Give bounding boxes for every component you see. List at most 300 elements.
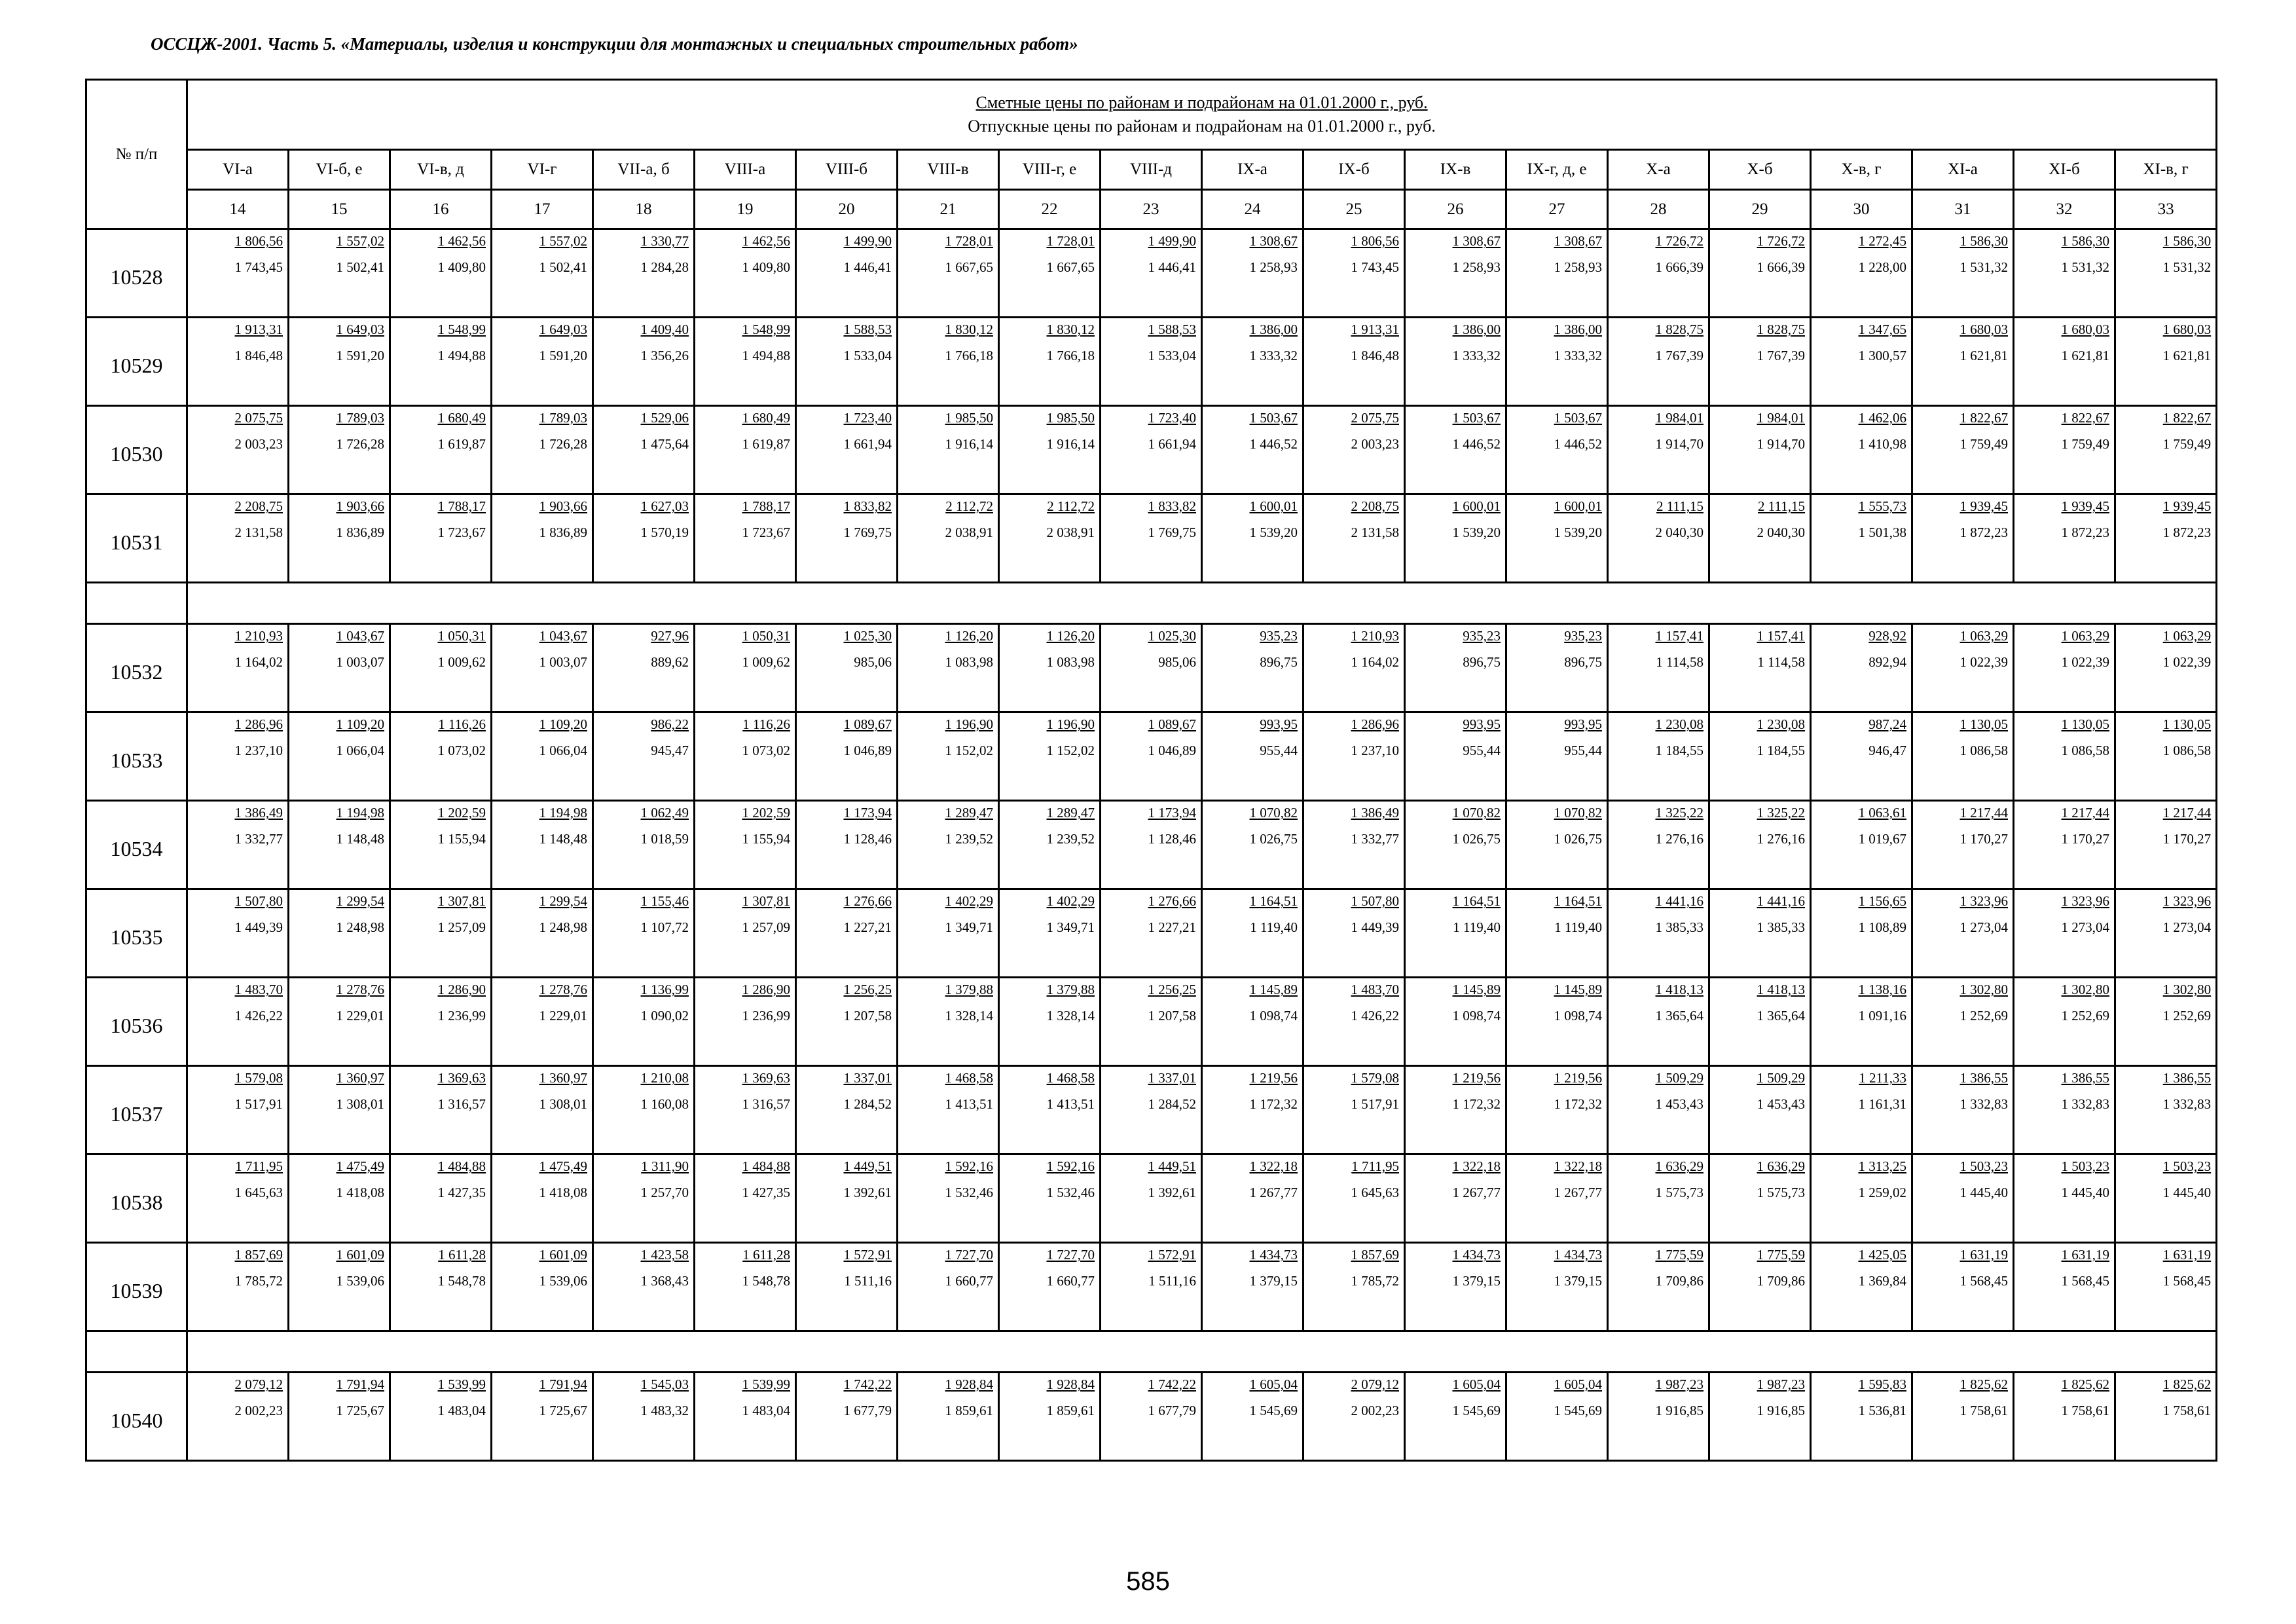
- estimated-price: 1 475,49: [336, 1158, 384, 1174]
- estimated-price: 1 928,84: [945, 1376, 993, 1392]
- estimated-price: 1 164,51: [1452, 893, 1501, 909]
- estimated-price: 1 928,84: [1046, 1376, 1095, 1392]
- price-cell: [796, 801, 898, 889]
- release-price: 1 098,74: [1249, 1008, 1298, 1024]
- estimated-price: 1 723,40: [1148, 410, 1196, 426]
- release-price: 1 758,61: [2061, 1403, 2109, 1418]
- table-row: [86, 229, 2217, 318]
- release-price: 1 494,88: [437, 348, 486, 363]
- release-price: 1 086,58: [2061, 743, 2109, 758]
- release-price: 1 453,43: [1655, 1096, 1704, 1112]
- release-price: 1 446,41: [843, 259, 892, 275]
- estimated-price: 1 649,03: [539, 322, 587, 337]
- estimated-price: 1 360,97: [539, 1070, 587, 1086]
- release-price: 1 284,28: [640, 259, 689, 275]
- price-cell: [1709, 1373, 1811, 1461]
- release-price: 1 916,14: [945, 436, 993, 452]
- estimated-price: 1 323,96: [2061, 893, 2109, 909]
- release-price: 2 002,23: [1351, 1403, 1399, 1418]
- region-header-row: [86, 150, 2217, 190]
- release-price: 1 114,58: [1656, 654, 1704, 670]
- release-price: 1 276,16: [1655, 831, 1704, 847]
- estimated-price: 1 155,46: [640, 893, 689, 909]
- release-price: 1 667,65: [945, 259, 993, 275]
- release-price: 1 517,91: [234, 1096, 283, 1112]
- estimated-price: 1 063,29: [1959, 628, 2008, 644]
- release-price: 1 308,01: [539, 1096, 587, 1112]
- price-cell: [2115, 1066, 2217, 1154]
- estimated-price: 1 939,45: [2162, 498, 2212, 514]
- release-price: 1 539,06: [336, 1273, 384, 1289]
- price-cell: [1405, 406, 1506, 494]
- estimated-price: 2 208,75: [234, 498, 283, 514]
- release-price: 955,44: [1463, 743, 1501, 758]
- price-cell: [1709, 1154, 1811, 1243]
- release-price: 1 328,14: [1046, 1008, 1095, 1024]
- price-cell: [1811, 406, 1912, 494]
- price-cell: [1811, 318, 1912, 406]
- estimated-price: 1 130,05: [2162, 716, 2212, 732]
- release-price: 2 038,91: [1046, 525, 1095, 540]
- release-price: 2 040,30: [1655, 525, 1704, 540]
- release-price: 1 449,39: [234, 919, 283, 935]
- price-cell: [289, 1373, 390, 1461]
- price-cell: [898, 889, 999, 978]
- release-price: 1 726,28: [539, 436, 587, 452]
- price-cell: [187, 494, 289, 583]
- price-cell: [1608, 494, 1709, 583]
- estimated-price: 1 462,56: [437, 233, 486, 249]
- estimated-price: 1 322,18: [1554, 1158, 1602, 1174]
- estimated-price: 1 369,63: [742, 1070, 790, 1086]
- estimated-price: 1 441,16: [1757, 893, 1805, 909]
- release-price: 1 086,58: [1959, 743, 2008, 758]
- release-price: 1 872,23: [2162, 525, 2212, 540]
- estimated-price: 927,96: [651, 628, 689, 644]
- price-cell: [1506, 801, 1608, 889]
- price-cell: [289, 712, 390, 801]
- price-cell: [2014, 712, 2115, 801]
- price-cell: [1101, 624, 1202, 712]
- release-price: 1 916,85: [1655, 1403, 1704, 1418]
- release-price: 1 003,07: [539, 654, 587, 670]
- estimated-price: 1 503,23: [2162, 1158, 2212, 1174]
- price-cell: [2014, 1243, 2115, 1331]
- region-header: IX-г, д, е: [1506, 150, 1608, 190]
- release-price: 1 545,69: [1249, 1403, 1298, 1418]
- price-cell: [695, 1066, 796, 1154]
- release-price: 1 677,79: [1148, 1403, 1196, 1418]
- estimated-price: 1 402,29: [1046, 893, 1095, 909]
- estimated-price: 1 230,08: [1757, 716, 1805, 732]
- estimated-price: 1 210,08: [640, 1070, 689, 1086]
- release-price: 1 645,63: [1351, 1185, 1399, 1200]
- estimated-price: 1 499,90: [843, 233, 892, 249]
- price-cell: [1405, 318, 1506, 406]
- release-price: 1 539,20: [1249, 525, 1298, 540]
- price-cell: [593, 624, 695, 712]
- table-row: [86, 801, 2217, 889]
- estimated-price: 1 600,01: [1249, 498, 1298, 514]
- release-price: 2 003,23: [1351, 436, 1399, 452]
- release-price: 1 379,15: [1452, 1273, 1501, 1289]
- release-price: 1 575,73: [1757, 1185, 1805, 1200]
- price-cell: [1912, 318, 2014, 406]
- release-price: 1 533,04: [843, 348, 892, 363]
- estimated-price: 1 987,23: [1655, 1376, 1704, 1392]
- release-price: 1 409,80: [437, 259, 486, 275]
- estimated-price: 1 548,99: [437, 322, 486, 337]
- release-price: 1 119,40: [1453, 919, 1501, 935]
- price-cell: [492, 624, 593, 712]
- price-cell: [187, 406, 289, 494]
- price-cell: [390, 712, 492, 801]
- estimated-price: 1 210,93: [1351, 628, 1399, 644]
- release-price: 1 769,75: [1148, 525, 1196, 540]
- price-cell: [999, 1373, 1101, 1461]
- estimated-price: 1 449,51: [843, 1158, 892, 1174]
- column-number: 31: [1912, 190, 2014, 229]
- release-price: 1 252,69: [1959, 1008, 2008, 1024]
- release-price: 1 846,48: [1351, 348, 1399, 363]
- estimated-price: 1 386,55: [2061, 1070, 2109, 1086]
- estimated-price: 2 075,75: [1351, 410, 1399, 426]
- estimated-price: 1 548,99: [742, 322, 790, 337]
- table-row: [86, 406, 2217, 494]
- price-cell: [1506, 712, 1608, 801]
- price-cell: [1811, 889, 1912, 978]
- release-price: 1 258,93: [1249, 259, 1298, 275]
- release-price: 1 758,61: [1959, 1403, 2008, 1418]
- price-cell: [1811, 494, 1912, 583]
- price-cell: [390, 494, 492, 583]
- estimated-price: 2 079,12: [234, 1376, 283, 1392]
- release-price: 1 022,39: [2061, 654, 2109, 670]
- document-header: ОССЦЖ-2001. Часть 5. «Материалы, изделия и конструкции для монтажных и специальных строительных работ»: [151, 34, 1078, 54]
- release-price: 1 316,57: [742, 1096, 790, 1112]
- price-cell: [187, 318, 289, 406]
- estimated-price: 1 322,18: [1249, 1158, 1298, 1174]
- release-price: 1 536,81: [1858, 1403, 1906, 1418]
- release-price: 1 767,39: [1757, 348, 1805, 363]
- price-cell: [1811, 712, 1912, 801]
- release-price: 1 003,07: [336, 654, 384, 670]
- release-price: 1 446,52: [1554, 436, 1602, 452]
- price-cell: [1405, 978, 1506, 1066]
- price-cell: [289, 624, 390, 712]
- estimated-price: 1 409,40: [640, 322, 689, 337]
- release-price: 1 766,18: [945, 348, 993, 363]
- column-number: 16: [390, 190, 492, 229]
- estimated-price: 1 063,61: [1858, 805, 1906, 821]
- release-price: 1 119,40: [1250, 919, 1298, 935]
- price-cell: [1202, 1154, 1303, 1243]
- price-cell: [1202, 229, 1303, 318]
- estimated-price: 1 484,88: [437, 1158, 486, 1174]
- estimated-price: 1 529,06: [640, 410, 689, 426]
- estimated-price: 1 984,01: [1757, 410, 1805, 426]
- estimated-price: 1 631,19: [2162, 1247, 2212, 1263]
- estimated-price: 1 130,05: [2061, 716, 2109, 732]
- release-price: 1 677,79: [843, 1403, 892, 1418]
- price-cell: [2014, 1373, 2115, 1461]
- estimated-price: 1 337,01: [1148, 1070, 1196, 1086]
- price-cell: [593, 801, 695, 889]
- release-price: 1 836,89: [336, 525, 384, 540]
- estimated-price: 1 503,67: [1452, 410, 1501, 426]
- estimated-price: 1 217,44: [2162, 805, 2212, 821]
- estimated-price: 1 723,40: [843, 410, 892, 426]
- price-cell: [999, 494, 1101, 583]
- release-price: 1 413,51: [945, 1096, 993, 1112]
- region-header: VI-б, е: [289, 150, 390, 190]
- estimated-price: 2 111,15: [1656, 498, 1704, 514]
- price-cell: [796, 978, 898, 1066]
- release-price: 1 446,52: [1249, 436, 1298, 452]
- price-cell: [289, 1154, 390, 1243]
- release-price: 1 445,40: [1959, 1185, 2008, 1200]
- estimated-price: 1 145,89: [1554, 982, 1602, 997]
- estimated-price: 1 605,04: [1452, 1376, 1501, 1392]
- release-price: 1 164,02: [234, 654, 283, 670]
- price-cell: [1608, 978, 1709, 1066]
- release-price: 1 257,09: [742, 919, 790, 935]
- estimated-price: 1 219,56: [1249, 1070, 1298, 1086]
- estimated-price: 1 130,05: [1959, 716, 2008, 732]
- release-price: 889,62: [651, 654, 689, 670]
- table-row: [86, 494, 2217, 583]
- price-cell: [1101, 494, 1202, 583]
- estimated-price: 1 499,90: [1148, 233, 1196, 249]
- price-cell: [796, 624, 898, 712]
- release-price: 1 531,32: [1959, 259, 2008, 275]
- price-cell: [2014, 318, 2115, 406]
- estimated-price: 1 043,67: [336, 628, 384, 644]
- estimated-price: 1 379,88: [1046, 982, 1095, 997]
- region-header: X-б: [1709, 150, 1811, 190]
- price-cell: [1101, 1154, 1202, 1243]
- table-caption: [187, 80, 2217, 150]
- item-code: 10534: [86, 801, 187, 889]
- release-price: 1 418,08: [539, 1185, 587, 1200]
- estimated-price: 1 483,70: [234, 982, 283, 997]
- release-price: 1 483,32: [640, 1403, 689, 1418]
- estimated-price: 1 545,03: [640, 1376, 689, 1392]
- region-header: X-а: [1608, 150, 1709, 190]
- item-code: 10532: [86, 624, 187, 712]
- estimated-price: 1 775,59: [1757, 1247, 1805, 1263]
- price-cell: [2014, 624, 2115, 712]
- estimated-price: 1 726,72: [1757, 233, 1805, 249]
- price-cell: [1101, 229, 1202, 318]
- release-price: 1 645,63: [234, 1185, 283, 1200]
- price-cell: [695, 1373, 796, 1461]
- table-row: [86, 1373, 2217, 1461]
- release-price: 1 128,46: [843, 831, 892, 847]
- estimated-price: 1 557,02: [539, 233, 587, 249]
- estimated-price: 1 822,67: [1959, 410, 2008, 426]
- estimated-price: 1 601,09: [539, 1247, 587, 1263]
- release-price: 896,75: [1564, 654, 1602, 670]
- estimated-price: 993,95: [1260, 716, 1298, 732]
- item-code: 10538: [86, 1154, 187, 1243]
- estimated-price: 1 126,20: [945, 628, 993, 644]
- region-header: X-в, г: [1811, 150, 1912, 190]
- release-price: 1 148,48: [336, 831, 384, 847]
- column-number: 26: [1405, 190, 1506, 229]
- release-price: 1 267,77: [1554, 1185, 1602, 1200]
- release-price: 1 548,78: [437, 1273, 486, 1289]
- price-cell: [796, 889, 898, 978]
- price-cell: [1709, 978, 1811, 1066]
- release-price: 1 914,70: [1655, 436, 1704, 452]
- release-price: 1 413,51: [1046, 1096, 1095, 1112]
- release-price: 1 090,02: [640, 1008, 689, 1024]
- release-price: 1 785,72: [234, 1273, 283, 1289]
- estimated-price: 1 173,94: [1148, 805, 1196, 821]
- release-price: 1 083,98: [1046, 654, 1095, 670]
- estimated-price: 1 286,96: [1351, 716, 1399, 732]
- release-price: 1 725,67: [336, 1403, 384, 1418]
- release-price: 1 545,69: [1452, 1403, 1501, 1418]
- price-cell: [289, 978, 390, 1066]
- release-price: 1 409,80: [742, 259, 790, 275]
- item-code: 10540: [86, 1373, 187, 1461]
- estimated-price: 1 286,90: [437, 982, 486, 997]
- price-cell: [898, 978, 999, 1066]
- estimated-price: 1 145,89: [1249, 982, 1298, 997]
- estimated-price: 1 173,94: [843, 805, 892, 821]
- estimated-price: 1 156,65: [1858, 893, 1906, 909]
- price-cell: [796, 712, 898, 801]
- estimated-price: 1 822,67: [2061, 410, 2109, 426]
- item-code: 10530: [86, 406, 187, 494]
- price-cell: [187, 1243, 289, 1331]
- release-price: 1 667,65: [1046, 259, 1095, 275]
- separator-cell: [187, 1331, 2217, 1373]
- release-price: 1 743,45: [234, 259, 283, 275]
- price-cell: [1202, 801, 1303, 889]
- price-cell: [390, 1373, 492, 1461]
- estimated-price: 1 503,23: [1959, 1158, 2008, 1174]
- price-cell: [2115, 712, 2217, 801]
- release-price: 1 759,49: [2162, 436, 2212, 452]
- price-cell: [390, 229, 492, 318]
- release-price: 1 107,72: [640, 919, 689, 935]
- estimated-price: 1 164,51: [1554, 893, 1602, 909]
- estimated-price: 1 828,75: [1655, 322, 1704, 337]
- release-price: 1 328,14: [945, 1008, 993, 1024]
- price-cell: [999, 978, 1101, 1066]
- price-cell: [1101, 801, 1202, 889]
- price-cell: [492, 1066, 593, 1154]
- release-price: 1 769,75: [843, 525, 892, 540]
- release-price: 1 533,04: [1148, 348, 1196, 363]
- price-cell: [1303, 229, 1405, 318]
- estimated-price: 1 857,69: [1351, 1247, 1399, 1263]
- price-cell: [796, 1373, 898, 1461]
- price-cell: [1608, 229, 1709, 318]
- price-table: [85, 79, 2217, 1462]
- release-price: 1 046,89: [843, 743, 892, 758]
- release-price: 1 725,67: [539, 1403, 587, 1418]
- estimated-price: 1 586,30: [1959, 233, 2008, 249]
- estimated-price: 1 680,03: [1959, 322, 2008, 337]
- release-price: 1 494,88: [742, 348, 790, 363]
- price-cell: [898, 1243, 999, 1331]
- price-cell: [1405, 889, 1506, 978]
- price-cell: [1608, 1066, 1709, 1154]
- column-number: 15: [289, 190, 390, 229]
- estimated-price: 1 903,66: [336, 498, 384, 514]
- price-cell: [1506, 1154, 1608, 1243]
- release-price: 1 445,40: [2061, 1185, 2109, 1200]
- estimated-price: 1 503,67: [1249, 410, 1298, 426]
- price-cell: [1709, 624, 1811, 712]
- price-cell: [1405, 1066, 1506, 1154]
- region-header: VI-г: [492, 150, 593, 190]
- region-header: XI-б: [2014, 150, 2115, 190]
- estimated-price: 1 157,41: [1655, 628, 1704, 644]
- estimated-price: 1 256,25: [1148, 982, 1196, 997]
- release-price: 1 236,99: [742, 1008, 790, 1024]
- price-cell: [593, 1243, 695, 1331]
- price-cell: [796, 229, 898, 318]
- table-row: [86, 1154, 2217, 1243]
- price-cell: [492, 1154, 593, 1243]
- price-cell: [1303, 889, 1405, 978]
- price-cell: [2115, 889, 2217, 978]
- estimated-price: 1 157,41: [1757, 628, 1805, 644]
- price-cell: [492, 494, 593, 583]
- release-price: 1 767,39: [1655, 348, 1704, 363]
- separator-cell: [187, 583, 2217, 624]
- row-number-header: № п/п: [86, 80, 187, 229]
- price-cell: [593, 1373, 695, 1461]
- price-cell: [289, 801, 390, 889]
- release-price: 1 591,20: [539, 348, 587, 363]
- price-cell: [695, 318, 796, 406]
- region-header: VIII-д: [1101, 150, 1202, 190]
- estimated-price: 1 828,75: [1757, 322, 1805, 337]
- price-cell: [593, 1066, 695, 1154]
- estimated-price: 1 286,90: [742, 982, 790, 997]
- price-cell: [187, 889, 289, 978]
- price-cell: [1202, 1243, 1303, 1331]
- price-cell: [1912, 1066, 2014, 1154]
- estimated-price: 1 210,93: [234, 628, 283, 644]
- price-cell: [187, 1154, 289, 1243]
- release-price: 1 531,32: [2061, 259, 2109, 275]
- price-cell: [1811, 1373, 1912, 1461]
- estimated-price: 1 109,20: [336, 716, 384, 732]
- price-cell: [593, 1154, 695, 1243]
- release-price: 1 026,75: [1452, 831, 1501, 847]
- estimated-price: 1 276,66: [843, 893, 892, 909]
- table-row: [86, 318, 2217, 406]
- price-cell: [1709, 229, 1811, 318]
- release-price: 1 259,02: [1858, 1185, 1906, 1200]
- release-price: 1 128,46: [1148, 831, 1196, 847]
- price-cell: [796, 1066, 898, 1154]
- release-price: 955,44: [1564, 743, 1602, 758]
- release-price: 1 385,33: [1655, 919, 1704, 935]
- estimated-price: 1 600,01: [1452, 498, 1501, 514]
- price-cell: [1811, 1243, 1912, 1331]
- price-cell: [1101, 406, 1202, 494]
- price-cell: [1608, 712, 1709, 801]
- price-cell: [695, 712, 796, 801]
